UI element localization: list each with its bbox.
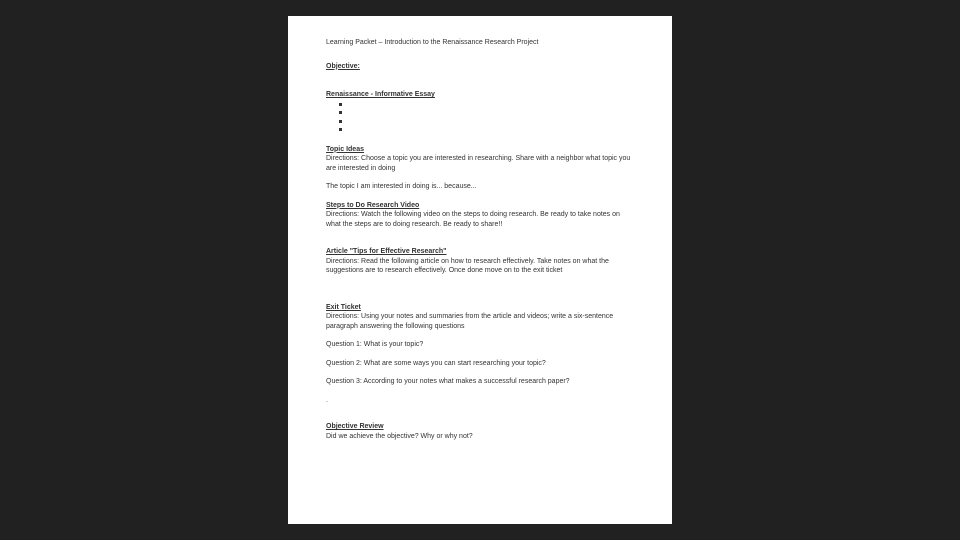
topic-prompt: The topic I am interested in doing is... because... bbox=[326, 183, 477, 190]
objective-review-question: Did we achieve the objective? Why or why not? bbox=[326, 432, 473, 440]
essay-heading: Renaissance - Informative Essay bbox=[326, 91, 435, 98]
objective-review-heading: Objective Review bbox=[326, 423, 384, 430]
exit-ticket-directions: Directions: Using your notes and summaries from the article and videos; write a six-sentence paragraph answering the following questions bbox=[326, 313, 614, 330]
question-3: Question 3: According to your notes what makes a successful research paper? bbox=[326, 378, 570, 385]
objective-heading: Objective: bbox=[326, 62, 360, 70]
question-1: Question 1: What is your topic? bbox=[326, 341, 424, 348]
essay-bullet-list bbox=[326, 100, 634, 134]
video-heading: Steps to Do Research Video bbox=[326, 201, 420, 209]
trailing-mark: . bbox=[326, 396, 328, 404]
document-title: Learning Packet – Introduction to the Renaissance Research Project bbox=[326, 39, 539, 46]
list-item bbox=[339, 108, 634, 117]
list-item bbox=[339, 117, 634, 126]
document-page bbox=[288, 16, 672, 524]
topic-ideas-heading: Topic Ideas bbox=[326, 145, 364, 153]
article-heading: Article "Tips for Effective Research" bbox=[326, 248, 447, 255]
video-directions: Directions: Watch the following video on the steps to doing research. Be ready to take notes on what the steps are to doing research. Be ready to share!! bbox=[326, 211, 620, 228]
list-item bbox=[339, 125, 634, 134]
list-item bbox=[339, 100, 634, 109]
question-2: Question 2: What are some ways you can start researching your topic? bbox=[326, 359, 546, 367]
article-directions: Directions: Read the following article on how to research effectively. Take notes on what the suggestions are to research effectively. Once done move on to the exit ticket bbox=[326, 257, 609, 274]
exit-ticket-heading: Exit Ticket bbox=[326, 303, 361, 311]
topic-directions: Directions: Choose a topic you are interested in researching. Share with a neighbor what topic you are interested in doing bbox=[326, 155, 631, 172]
